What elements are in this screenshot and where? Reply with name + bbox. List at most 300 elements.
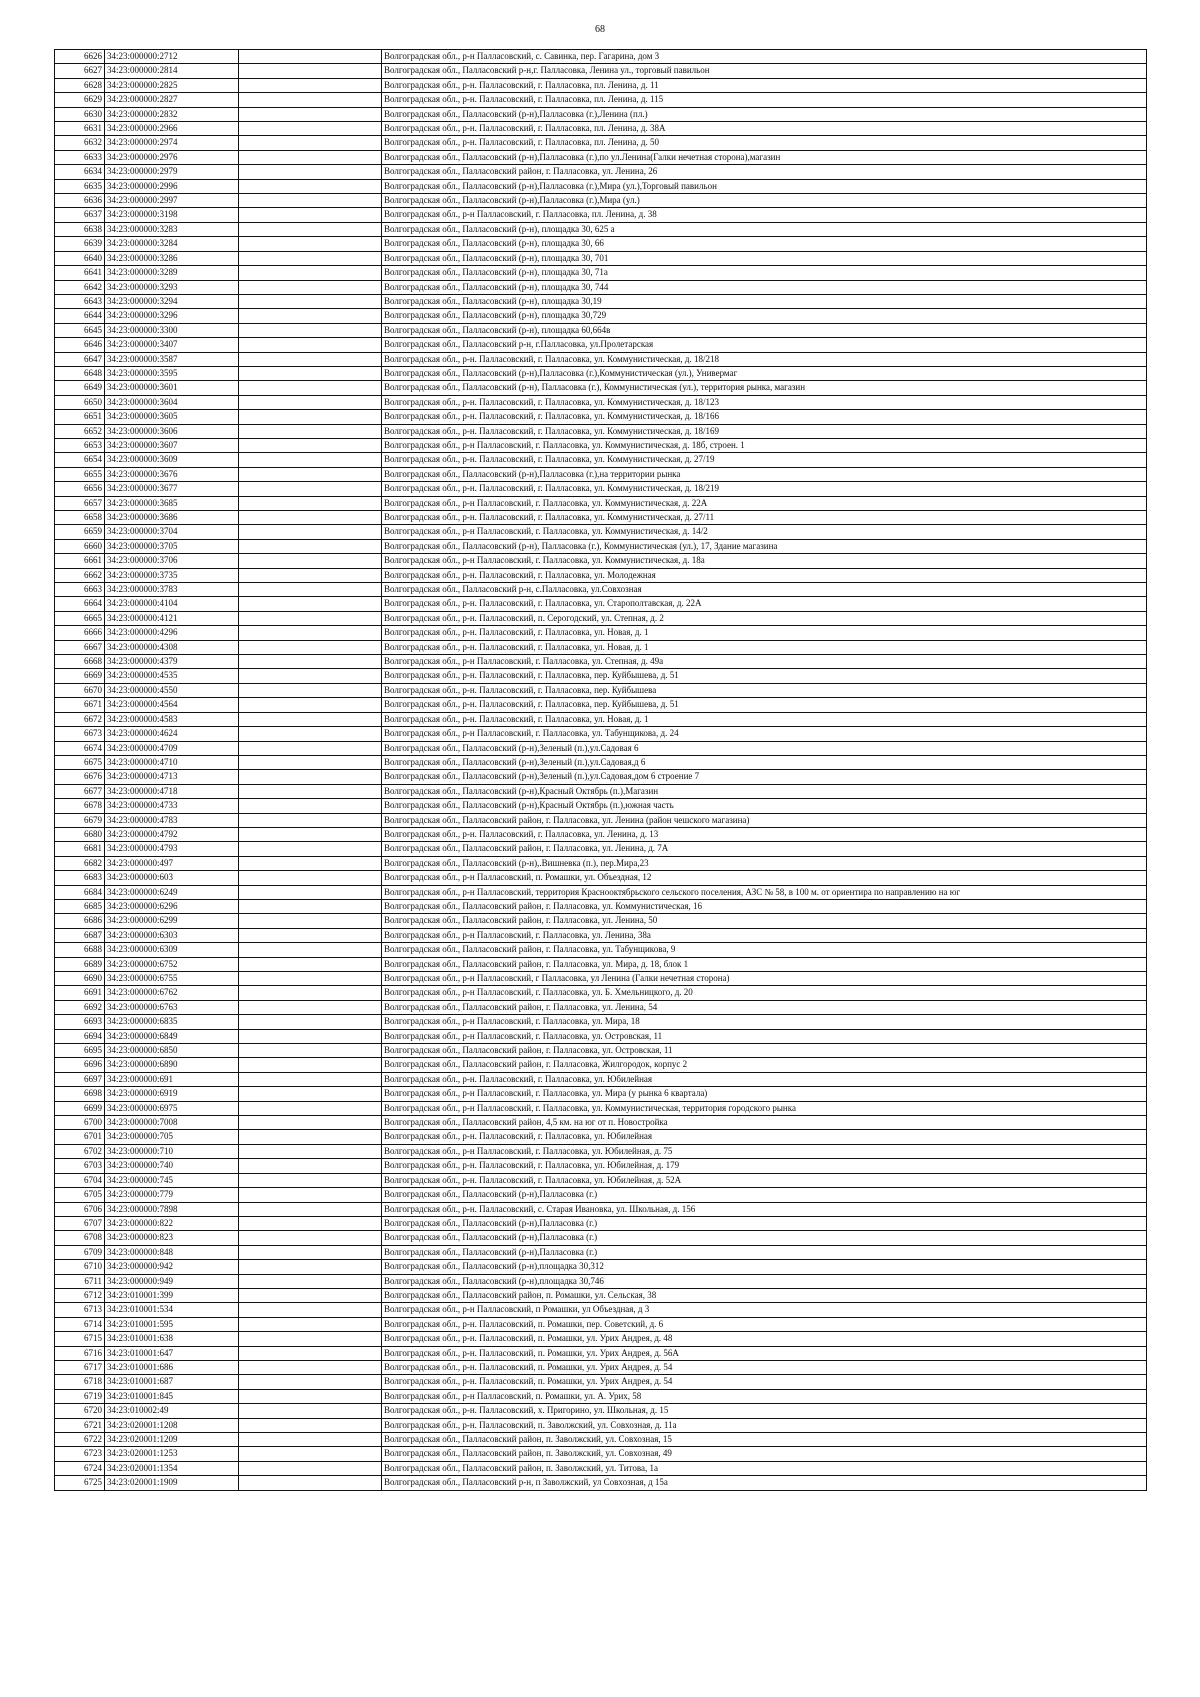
row-number-cell: 6703 — [55, 1159, 105, 1173]
cadastral-number-cell: 34:23:000000:6299 — [105, 914, 239, 928]
row-number-cell: 6678 — [55, 799, 105, 813]
cadastral-number-cell: 34:23:000000:4624 — [105, 727, 239, 741]
address-cell: Волгоградская обл., Палласовский район, г. Палласовка, ул. Ленина, 26 — [382, 165, 1147, 179]
row-number-cell: 6654 — [55, 453, 105, 467]
address-cell: Волгоградская обл., Палласовский (р-н), Палласовка (г.), Коммунистическая (ул.), 17, Здание магазина — [382, 539, 1147, 553]
address-cell: Волгоградская обл., р-н Палласовский, с. Савинка, пер. Гагарина, дом 3 — [382, 50, 1147, 64]
empty-cell — [239, 899, 382, 913]
cadastral-number-cell: 34:23:010001:687 — [105, 1375, 239, 1389]
address-cell: Волгоградская обл., Палласовский (р-н), площадка 30,729 — [382, 309, 1147, 323]
table-row — [55, 943, 1147, 957]
address-cell: Волгоградская обл., р-н Палласовский, п. Ромашки, ул. Объездная, 12 — [382, 871, 1147, 885]
cadastral-number-cell: 34:23:000000:848 — [105, 1245, 239, 1259]
table-row — [55, 294, 1147, 308]
cadastral-number-cell: 34:23:000000:691 — [105, 1072, 239, 1086]
row-number-cell: 6700 — [55, 1116, 105, 1130]
cadastral-number-cell: 34:23:000000:6763 — [105, 1000, 239, 1014]
table-row — [55, 1173, 1147, 1187]
table-row — [55, 467, 1147, 481]
row-number-cell: 6725 — [55, 1476, 105, 1490]
address-cell: Волгоградская обл., р-н Палласовский, г. Палласовка, ул. Островская, 11 — [382, 1029, 1147, 1043]
empty-cell — [239, 683, 382, 697]
address-cell: Волгоградская обл., р-н. Палласовский, г. Палласовка, ул. Коммунистическая, д. 27/19 — [382, 453, 1147, 467]
cadastral-number-cell: 34:23:000000:6762 — [105, 986, 239, 1000]
row-number-cell: 6645 — [55, 323, 105, 337]
address-cell: Волгоградская обл., р-н Палласовский, г. Палласовка, ул. Коммунистическая, д. 18б, строен. 1 — [382, 438, 1147, 452]
cadastral-number-cell: 34:23:000000:3686 — [105, 511, 239, 525]
row-number-cell: 6675 — [55, 755, 105, 769]
cadastral-number-cell: 34:23:000000:4535 — [105, 669, 239, 683]
empty-cell — [239, 827, 382, 841]
empty-cell — [239, 194, 382, 208]
row-number-cell: 6631 — [55, 122, 105, 136]
empty-cell — [239, 669, 382, 683]
row-number-cell: 6629 — [55, 93, 105, 107]
row-number-cell: 6632 — [55, 136, 105, 150]
table-row — [55, 78, 1147, 92]
cadastral-number-cell: 34:23:000000:3607 — [105, 438, 239, 452]
table-row — [55, 1216, 1147, 1230]
row-number-cell: 6649 — [55, 381, 105, 395]
address-cell: Волгоградская обл., Палласовский (р-н), площадка 30, 625 а — [382, 222, 1147, 236]
row-number-cell: 6634 — [55, 165, 105, 179]
table-row — [55, 813, 1147, 827]
row-number-cell: 6699 — [55, 1101, 105, 1115]
row-number-cell: 6661 — [55, 554, 105, 568]
cadastral-number-cell: 34:23:000000:6296 — [105, 899, 239, 913]
address-cell: Волгоградская обл., р-н Палласовский, г. Палласовка, ул. Юбилейная, д. 75 — [382, 1144, 1147, 1158]
cadastral-number-cell: 34:23:000000:3735 — [105, 568, 239, 582]
empty-cell — [239, 871, 382, 885]
row-number-cell: 6660 — [55, 539, 105, 553]
table-row — [55, 511, 1147, 525]
row-number-cell: 6702 — [55, 1144, 105, 1158]
empty-cell — [239, 957, 382, 971]
cadastral-number-cell: 34:23:000000:2996 — [105, 179, 239, 193]
address-cell: Волгоградская обл., р-н. Палласовский, п. Ромашки, ул. Урих Андрея, д. 48 — [382, 1332, 1147, 1346]
row-number-cell: 6681 — [55, 842, 105, 856]
address-cell: Волгоградская обл., Палласовский (р-н),Зеленый (п.),ул.Садовая 6 — [382, 741, 1147, 755]
address-cell: Волгоградская обл., р-н. Палласовский, г. Палласовка, ул. Юбилейная, д. 179 — [382, 1159, 1147, 1173]
table-row — [55, 1418, 1147, 1432]
cadastral-number-cell: 34:23:000000:4550 — [105, 683, 239, 697]
row-number-cell: 6664 — [55, 597, 105, 611]
empty-cell — [239, 755, 382, 769]
cadastral-number-cell: 34:23:000000:7008 — [105, 1116, 239, 1130]
table-row — [55, 1015, 1147, 1029]
empty-cell — [239, 1130, 382, 1144]
address-cell: Волгоградская обл., Палласовский р-н, п Заволжский, ул Совхозная, д 15а — [382, 1476, 1147, 1490]
row-number-cell: 6655 — [55, 467, 105, 481]
table-row — [55, 1476, 1147, 1490]
empty-cell — [239, 1216, 382, 1230]
address-cell: Волгоградская обл., р-н. Палласовский, г. Палласовка, ул. Ленина, д. 13 — [382, 827, 1147, 841]
table-row — [55, 741, 1147, 755]
cadastral-number-cell: 34:23:020001:1909 — [105, 1476, 239, 1490]
cadastral-number-cell: 34:23:000000:4104 — [105, 597, 239, 611]
address-cell: Волгоградская обл., Палласовский (р-н),Палласовка (г.) — [382, 1231, 1147, 1245]
address-cell: Волгоградская обл., Палласовский (р-н), площадка 30, 701 — [382, 251, 1147, 265]
table-row — [55, 842, 1147, 856]
address-cell: Волгоградская обл., р-н. Палласовский, г. Палласовка, пер. Куйбышева, д. 51 — [382, 669, 1147, 683]
empty-cell — [239, 410, 382, 424]
empty-cell — [239, 266, 382, 280]
cadastral-number-cell: 34:23:000000:4733 — [105, 799, 239, 813]
row-number-cell: 6659 — [55, 525, 105, 539]
cadastral-number-cell: 34:23:010002:49 — [105, 1404, 239, 1418]
table-row — [55, 626, 1147, 640]
empty-cell — [239, 640, 382, 654]
table-row — [55, 1159, 1147, 1173]
cadastral-number-cell: 34:23:000000:603 — [105, 871, 239, 885]
row-number-cell: 6697 — [55, 1072, 105, 1086]
cadastral-number-cell: 34:23:010001:638 — [105, 1332, 239, 1346]
address-cell: Волгоградская обл., Палласовский (р-н),.Вишневка (п.), пер.Мира,23 — [382, 856, 1147, 870]
empty-cell — [239, 1260, 382, 1274]
row-number-cell: 6716 — [55, 1346, 105, 1360]
cadastral-number-cell: 34:23:000000:3300 — [105, 323, 239, 337]
cadastral-number-cell: 34:23:000000:4564 — [105, 698, 239, 712]
address-cell: Волгоградская обл., р-н. Палласовский, г. Палласовка, ул. Новая, д. 1 — [382, 712, 1147, 726]
empty-cell — [239, 986, 382, 1000]
table-row — [55, 107, 1147, 121]
empty-cell — [239, 496, 382, 510]
table-row — [55, 1202, 1147, 1216]
table-row — [55, 770, 1147, 784]
row-number-cell: 6692 — [55, 1000, 105, 1014]
row-number-cell: 6651 — [55, 410, 105, 424]
empty-cell — [239, 813, 382, 827]
table-row — [55, 251, 1147, 265]
empty-cell — [239, 611, 382, 625]
table-row — [55, 1101, 1147, 1115]
cadastral-number-cell: 34:23:000000:3706 — [105, 554, 239, 568]
address-cell: Волгоградская обл., р-н Палласовский, г. Палласовка, ул. Мира (у рынка 6 квартала) — [382, 1087, 1147, 1101]
row-number-cell: 6691 — [55, 986, 105, 1000]
table-row — [55, 683, 1147, 697]
row-number-cell: 6642 — [55, 280, 105, 294]
row-number-cell: 6723 — [55, 1447, 105, 1461]
empty-cell — [239, 1274, 382, 1288]
row-number-cell: 6626 — [55, 50, 105, 64]
empty-cell — [239, 467, 382, 481]
row-number-cell: 6662 — [55, 568, 105, 582]
cadastral-number-cell: 34:23:000000:4583 — [105, 712, 239, 726]
table-row — [55, 165, 1147, 179]
table-row — [55, 1332, 1147, 1346]
row-number-cell: 6696 — [55, 1058, 105, 1072]
cadastral-number-cell: 34:23:000000:6850 — [105, 1044, 239, 1058]
empty-cell — [239, 64, 382, 78]
empty-cell — [239, 93, 382, 107]
cadastral-number-cell: 34:23:000000:3604 — [105, 395, 239, 409]
empty-cell — [239, 1317, 382, 1331]
row-number-cell: 6701 — [55, 1130, 105, 1144]
address-cell: Волгоградская обл., р-н. Палласовский, п. Ромашки, ул. Урих Андрея, д. 54 — [382, 1375, 1147, 1389]
address-cell: Волгоградская обл., р-н Палласовский, г. Палласовка, ул. Коммунистическая, д. 18а — [382, 554, 1147, 568]
address-cell: Волгоградская обл., Палласовский (р-н),Палласовка (г.),на территории рынка — [382, 467, 1147, 481]
table-row — [55, 871, 1147, 885]
table-row — [55, 525, 1147, 539]
empty-cell — [239, 1101, 382, 1115]
cadastral-number-cell: 34:23:000000:3783 — [105, 583, 239, 597]
address-cell: Волгоградская обл., Палласовский район, г. Палласовка, ул. Ленина, д. 7А — [382, 842, 1147, 856]
empty-cell — [239, 770, 382, 784]
empty-cell — [239, 1433, 382, 1447]
table-row — [55, 1188, 1147, 1202]
address-cell: Волгоградская обл., р-н. Палласовский, г. Палласовка, пл. Ленина, д. 115 — [382, 93, 1147, 107]
empty-cell — [239, 1389, 382, 1403]
cadastral-number-cell: 34:23:000000:4121 — [105, 611, 239, 625]
address-cell: Волгоградская обл., Палласовский (р-н),Красный Октябрь (п.),южная часть — [382, 799, 1147, 813]
address-cell: Волгоградская обл., Палласовский р-н, г.Палласовка, ул.Пролетарская — [382, 338, 1147, 352]
cadastral-number-cell: 34:23:000000:3685 — [105, 496, 239, 510]
table-row — [55, 1231, 1147, 1245]
table-row — [55, 727, 1147, 741]
address-cell: Волгоградская обл., р-н Палласовский, г. Палласовка, ул. Б. Хмельницкого, д. 20 — [382, 986, 1147, 1000]
row-number-cell: 6713 — [55, 1303, 105, 1317]
table-row — [55, 438, 1147, 452]
address-cell: Волгоградская обл., Палласовский р-н, с.Палласовка, ул.Совхозная — [382, 583, 1147, 597]
row-number-cell: 6693 — [55, 1015, 105, 1029]
address-cell: Волгоградская обл., Палласовский район, п. Заволжский, ул. Совхозная, 49 — [382, 1447, 1147, 1461]
row-number-cell: 6688 — [55, 943, 105, 957]
empty-cell — [239, 1044, 382, 1058]
address-cell: Волгоградская обл., Палласовский район, г. Палласовка, ул. Коммунистическая, 16 — [382, 899, 1147, 913]
table-row — [55, 1303, 1147, 1317]
cadastral-number-cell: 34:23:000000:2979 — [105, 165, 239, 179]
empty-cell — [239, 438, 382, 452]
row-number-cell: 6707 — [55, 1216, 105, 1230]
address-cell: Волгоградская обл., р-н. Палласовский, г. Палласовка, ул. Юбилейная — [382, 1130, 1147, 1144]
row-number-cell: 6689 — [55, 957, 105, 971]
cadastral-number-cell: 34:23:000000:3605 — [105, 410, 239, 424]
row-number-cell: 6718 — [55, 1375, 105, 1389]
row-number-cell: 6653 — [55, 438, 105, 452]
row-number-cell: 6639 — [55, 237, 105, 251]
address-cell: Волгоградская обл., р-н. Палласовский, п. Серогодский, ул. Степная, д. 2 — [382, 611, 1147, 625]
cadastral-number-cell: 34:23:000000:497 — [105, 856, 239, 870]
address-cell: Волгоградская обл., р-н Палласовский, г. Палласовка, ул. Табунщикова, д. 24 — [382, 727, 1147, 741]
address-cell: Волгоградская обл., р-н. Палласовский, г. Палласовка, ул. Новая, д. 1 — [382, 626, 1147, 640]
address-cell: Волгоградская обл., Палласовский район, г. Палласовка, ул. Табунщикова, 9 — [382, 943, 1147, 957]
row-number-cell: 6637 — [55, 208, 105, 222]
cadastral-number-cell: 34:23:000000:4783 — [105, 813, 239, 827]
cadastral-number-cell: 34:23:000000:4308 — [105, 640, 239, 654]
row-number-cell: 6647 — [55, 352, 105, 366]
cadastral-number-cell: 34:23:010001:845 — [105, 1389, 239, 1403]
table-row — [55, 583, 1147, 597]
empty-cell — [239, 1245, 382, 1259]
cadastral-number-cell: 34:23:000000:779 — [105, 1188, 239, 1202]
address-cell: Волгоградская обл., р-н. Палласовский, г. Палласовка, ул. Новая, д. 1 — [382, 640, 1147, 654]
empty-cell — [239, 107, 382, 121]
cadastral-number-cell: 34:23:000000:4710 — [105, 755, 239, 769]
address-cell: Волгоградская обл., р-н. Палласовский, г. Палласовка, ул. Коммунистическая, д. 18/218 — [382, 352, 1147, 366]
cadastral-number-cell: 34:23:010001:686 — [105, 1360, 239, 1374]
empty-cell — [239, 1159, 382, 1173]
address-cell: Волгоградская обл., Палласовский район, г. Палласовка, ул. Ленина (район чешского магазина) — [382, 813, 1147, 827]
cadastral-number-cell: 34:23:000000:823 — [105, 1231, 239, 1245]
empty-cell — [239, 712, 382, 726]
cadastral-number-cell: 34:23:000000:705 — [105, 1130, 239, 1144]
cadastral-number-cell: 34:23:000000:3676 — [105, 467, 239, 481]
row-number-cell: 6708 — [55, 1231, 105, 1245]
address-cell: Волгоградская обл., Палласовский (р-н),Палласовка (г.),Ленина (пл.) — [382, 107, 1147, 121]
table-row — [55, 957, 1147, 971]
row-number-cell: 6658 — [55, 511, 105, 525]
address-cell: Волгоградская обл., р-н. Палласовский, г. Палласовка, ул. Коммунистическая, д. 18/169 — [382, 424, 1147, 438]
cadastral-number-cell: 34:23:000000:4296 — [105, 626, 239, 640]
empty-cell — [239, 511, 382, 525]
address-cell: Волгоградская обл., р-н. Палласовский, х. Пригорино, ул. Школьная, д. 15 — [382, 1404, 1147, 1418]
row-number-cell: 6706 — [55, 1202, 105, 1216]
empty-cell — [239, 1346, 382, 1360]
table-row — [55, 611, 1147, 625]
address-cell: Волгоградская обл., р-н. Палласовский, г. Палласовка, ул. Коммунистическая, д. 27/11 — [382, 511, 1147, 525]
table-row — [55, 597, 1147, 611]
cadastral-number-cell: 34:23:000000:6890 — [105, 1058, 239, 1072]
table-row — [55, 899, 1147, 913]
empty-cell — [239, 309, 382, 323]
table-row — [55, 309, 1147, 323]
address-cell: Волгоградская обл., р-н Палласовский, территория Краснооктябрьского сельского поселения, АЗС № 58, в 100 м. от ориентира по направлению на юг — [382, 885, 1147, 899]
address-cell: Волгоградская обл., Палласовский (р-н),Красный Октябрь (п.),Магазин — [382, 784, 1147, 798]
registry-table-body — [55, 50, 1147, 1491]
empty-cell — [239, 424, 382, 438]
empty-cell — [239, 554, 382, 568]
empty-cell — [239, 1303, 382, 1317]
address-cell: Волгоградская обл., р-н. Палласовский, п. Ромашки, пер. Советский, д. 6 — [382, 1317, 1147, 1331]
address-cell: Волгоградская обл., р-н. Палласовский, г. Палласовка, пл. Ленина, д. 38А — [382, 122, 1147, 136]
cadastral-number-cell: 34:23:000000:4792 — [105, 827, 239, 841]
address-cell: Волгоградская обл., Палласовский (р-н), площадка 60,664в — [382, 323, 1147, 337]
empty-cell — [239, 842, 382, 856]
address-cell: Волгоградская обл., Палласовский (р-н),Зеленый (п.),ул.Садовая,д 6 — [382, 755, 1147, 769]
row-number-cell: 6635 — [55, 179, 105, 193]
address-cell: Волгоградская обл., р-н. Палласовский, п. Ромашки, ул. Урих Андрея, д. 56А — [382, 1346, 1147, 1360]
address-cell: Волгоградская обл., Палласовский (р-н),Палласовка (г.),Мира (ул.),Торговый павильон — [382, 179, 1147, 193]
address-cell: Волгоградская обл., Палласовский (р-н),Палласовка (г.),Коммунистическая (ул.), Универмаг — [382, 366, 1147, 380]
table-row — [55, 64, 1147, 78]
row-number-cell: 6630 — [55, 107, 105, 121]
address-cell: Волгоградская обл., Палласовский (р-н),Палласовка (г.),Мира (ул.) — [382, 194, 1147, 208]
row-number-cell: 6680 — [55, 827, 105, 841]
empty-cell — [239, 741, 382, 755]
row-number-cell: 6705 — [55, 1188, 105, 1202]
row-number-cell: 6663 — [55, 583, 105, 597]
cadastral-number-cell: 34:23:010001:534 — [105, 1303, 239, 1317]
table-row — [55, 1260, 1147, 1274]
table-row — [55, 784, 1147, 798]
address-cell: Волгоградская обл., р-н. Палласовский, г. Палласовка, пер. Куйбышева — [382, 683, 1147, 697]
cadastral-number-cell: 34:23:000000:6919 — [105, 1087, 239, 1101]
cadastral-number-cell: 34:23:000000:2827 — [105, 93, 239, 107]
empty-cell — [239, 1116, 382, 1130]
row-number-cell: 6656 — [55, 482, 105, 496]
table-row — [55, 338, 1147, 352]
empty-cell — [239, 1447, 382, 1461]
table-row — [55, 669, 1147, 683]
empty-cell — [239, 352, 382, 366]
table-row — [55, 1245, 1147, 1259]
address-cell: Волгоградская обл., Палласовский (р-н),Палласовка (г.),по ул.Ленина(Галки нечетная сторона),магазин — [382, 150, 1147, 164]
empty-cell — [239, 122, 382, 136]
address-cell: Волгоградская обл., Палласовский район, п. Заволжский, ул. Совхозная, 15 — [382, 1433, 1147, 1447]
address-cell: Волгоградская обл., Палласовский район, г. Палласовка, Жилгородок, корпус 2 — [382, 1058, 1147, 1072]
table-row — [55, 194, 1147, 208]
empty-cell — [239, 1072, 382, 1086]
address-cell: Волгоградская обл., Палласовский район, г. Палласовка, ул. Ленина, 50 — [382, 914, 1147, 928]
table-row — [55, 136, 1147, 150]
address-cell: Волгоградская обл., Палласовский (р-н),площадка 30,312 — [382, 1260, 1147, 1274]
empty-cell — [239, 1029, 382, 1043]
table-row — [55, 222, 1147, 236]
address-cell: Волгоградская обл., Палласовский (р-н),Палласовка (г.) — [382, 1188, 1147, 1202]
empty-cell — [239, 1360, 382, 1374]
table-row — [55, 1029, 1147, 1043]
cadastral-number-cell: 34:23:000000:745 — [105, 1173, 239, 1187]
address-cell: Волгоградская обл., р-н. Палласовский, г. Палласовка, ул. Старополтавская, д. 22А — [382, 597, 1147, 611]
cadastral-number-cell: 34:23:000000:3198 — [105, 208, 239, 222]
empty-cell — [239, 1288, 382, 1302]
table-row — [55, 1389, 1147, 1403]
cadastral-number-cell: 34:23:000000:2814 — [105, 64, 239, 78]
address-cell: Волгоградская обл., р-н. Палласовский, п. Ромашки, ул. Урих Андрея, д. 54 — [382, 1360, 1147, 1374]
address-cell: Волгоградская обл., р-н. Палласовский, г. Палласовка, ул. Юбилейная, д. 52А — [382, 1173, 1147, 1187]
table-row — [55, 698, 1147, 712]
row-number-cell: 6704 — [55, 1173, 105, 1187]
address-cell: Волгоградская обл., р-н. Палласовский, г. Палласовка, ул. Коммунистическая, д. 18/166 — [382, 410, 1147, 424]
row-number-cell: 6673 — [55, 727, 105, 741]
empty-cell — [239, 50, 382, 64]
cadastral-number-cell: 34:23:010001:399 — [105, 1288, 239, 1302]
address-cell: Волгоградская обл., Палласовский (р-н),площадка 30,746 — [382, 1274, 1147, 1288]
empty-cell — [239, 1375, 382, 1389]
empty-cell — [239, 453, 382, 467]
row-number-cell: 6667 — [55, 640, 105, 654]
empty-cell — [239, 150, 382, 164]
cadastral-number-cell: 34:23:000000:3283 — [105, 222, 239, 236]
address-cell: Волгоградская обл., р-н Палласовский, г. Палласовка, ул. Коммунистическая, д. 22А — [382, 496, 1147, 510]
cadastral-number-cell: 34:23:000000:6849 — [105, 1029, 239, 1043]
table-row — [55, 482, 1147, 496]
table-row — [55, 266, 1147, 280]
table-row — [55, 712, 1147, 726]
address-cell: Волгоградская обл., р-н. Палласовский, г. Палласовка, пл. Ленина, д. 11 — [382, 78, 1147, 92]
table-row — [55, 208, 1147, 222]
empty-cell — [239, 525, 382, 539]
empty-cell — [239, 251, 382, 265]
table-row — [55, 237, 1147, 251]
address-cell: Волгоградская обл., р-н Палласовский, г. Палласовка, ул. Степная, д. 49а — [382, 655, 1147, 669]
address-cell: Волгоградская обл., р-н Палласовский, г Палласовка, ул Ленина (Галки нечетная сторона) — [382, 972, 1147, 986]
table-row — [55, 453, 1147, 467]
row-number-cell: 6665 — [55, 611, 105, 625]
row-number-cell: 6677 — [55, 784, 105, 798]
empty-cell — [239, 381, 382, 395]
table-row — [55, 352, 1147, 366]
cadastral-number-cell: 34:23:000000:4713 — [105, 770, 239, 784]
address-cell: Волгоградская обл., р-н Палласовский, г. Палласовка, пл. Ленина, д. 38 — [382, 208, 1147, 222]
table-row — [55, 972, 1147, 986]
table-row — [55, 885, 1147, 899]
cadastral-number-cell: 34:23:000000:3289 — [105, 266, 239, 280]
table-row — [55, 568, 1147, 582]
cadastral-number-cell: 34:23:010001:595 — [105, 1317, 239, 1331]
table-row — [55, 1087, 1147, 1101]
row-number-cell: 6650 — [55, 395, 105, 409]
